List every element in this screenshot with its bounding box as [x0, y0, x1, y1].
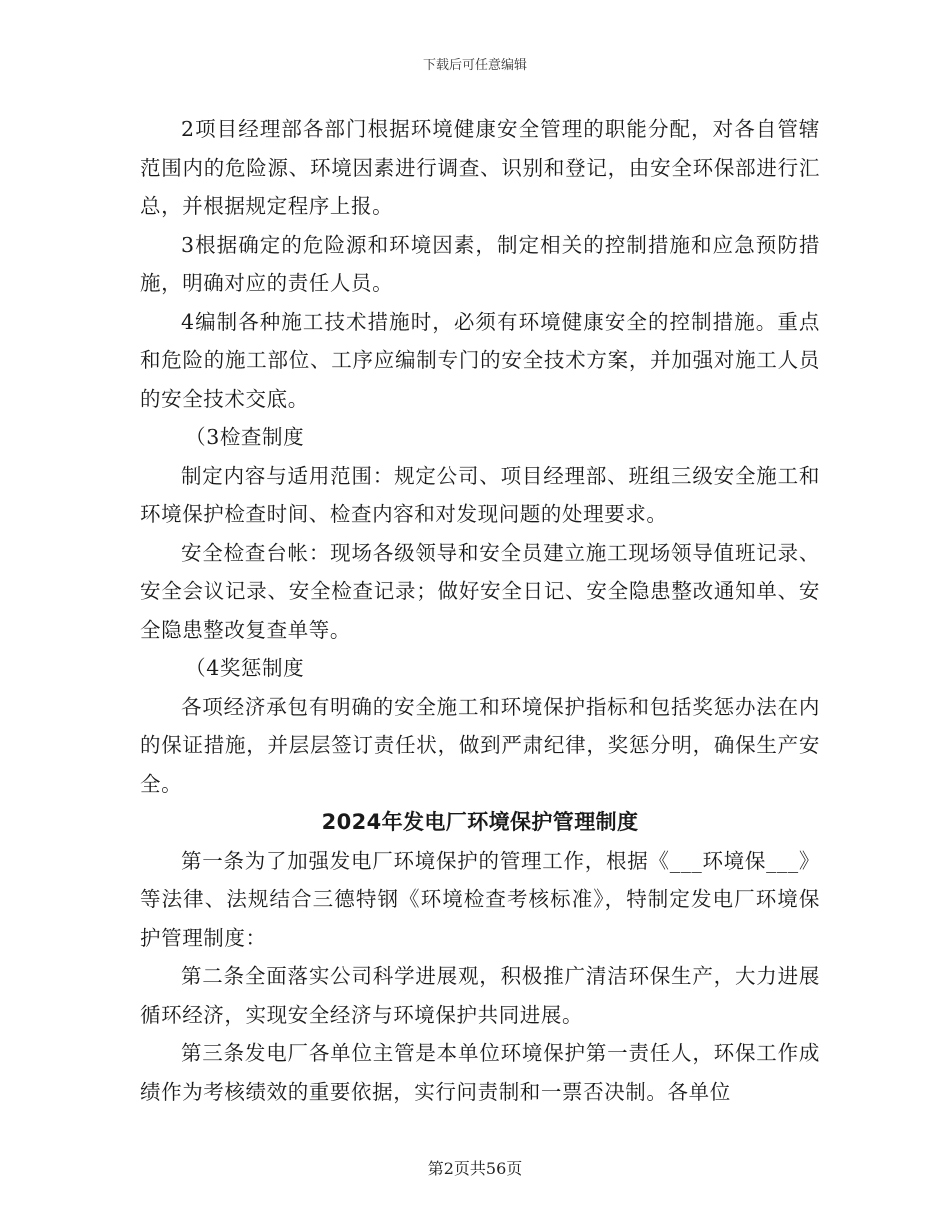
document-body [140, 110, 820, 1111]
paragraph: 第一条为了加强发电厂环境保护的管理工作，根据《___环境保___》等法律、法规结合三德特钢《环境检查考核标准》，特制定发电厂环境保护管理制度： [140, 848, 820, 950]
paragraph: 2项目经理部各部门根据环境健康安全管理的职能分配，对各自管辖范围内的危险源、环境因素进行调查、识别和登记，由安全环保部进行汇总，并根据规定程序上报。 [140, 117, 820, 218]
paragraph: 第三条发电厂各单位主管是本单位环境保护第一责任人，环保工作成绩作为考核绩效的重要依据，实行问责制和一票否决制。各单位 [140, 1041, 820, 1104]
subheading: （4奖惩制度 [185, 656, 305, 680]
subheading: （3检查制度 [185, 425, 305, 449]
section-title: 2024年发电厂环境保护管理制度 [321, 810, 639, 834]
page-number: 第2页共56页 [427, 1159, 523, 1178]
paragraph: 制定内容与适用范围：规定公司、项目经理部、班组三级安全施工和环境保护检查时间、检查内容和对发现问题的处理要求。 [140, 463, 820, 526]
page-header: 下载后可任意编辑 [422, 58, 527, 73]
paragraph: 各项经济承包有明确的安全施工和环境保护指标和包括奖惩办法在内的保证措施，并层层签订责任状，做到严肃纪律，奖惩分明，确保生产安全。 [140, 694, 820, 796]
paragraph: 安全检查台帐：现场各级领导和安全员建立施工现场领导值班记录、安全会议记录、安全检查记录；做好安全日记、安全隐患整改通知单、安全隐患整改复查单等。 [140, 540, 820, 642]
paragraph: 3根据确定的危险源和环境因素，制定相关的控制措施和应急预防措施，明确对应的责任人员。 [140, 232, 820, 295]
paragraph: 第二条全面落实公司科学进展观，积极推广清洁环保生产，大力进展循环经济，实现安全经济与环境保护共同进展。 [140, 964, 820, 1027]
paragraph: 4编制各种施工技术措施时，必须有环境健康安全的控制措施。重点和危险的施工部位、工序应编制专门的安全技术方案，并加强对施工人员的安全技术交底。 [140, 309, 820, 411]
